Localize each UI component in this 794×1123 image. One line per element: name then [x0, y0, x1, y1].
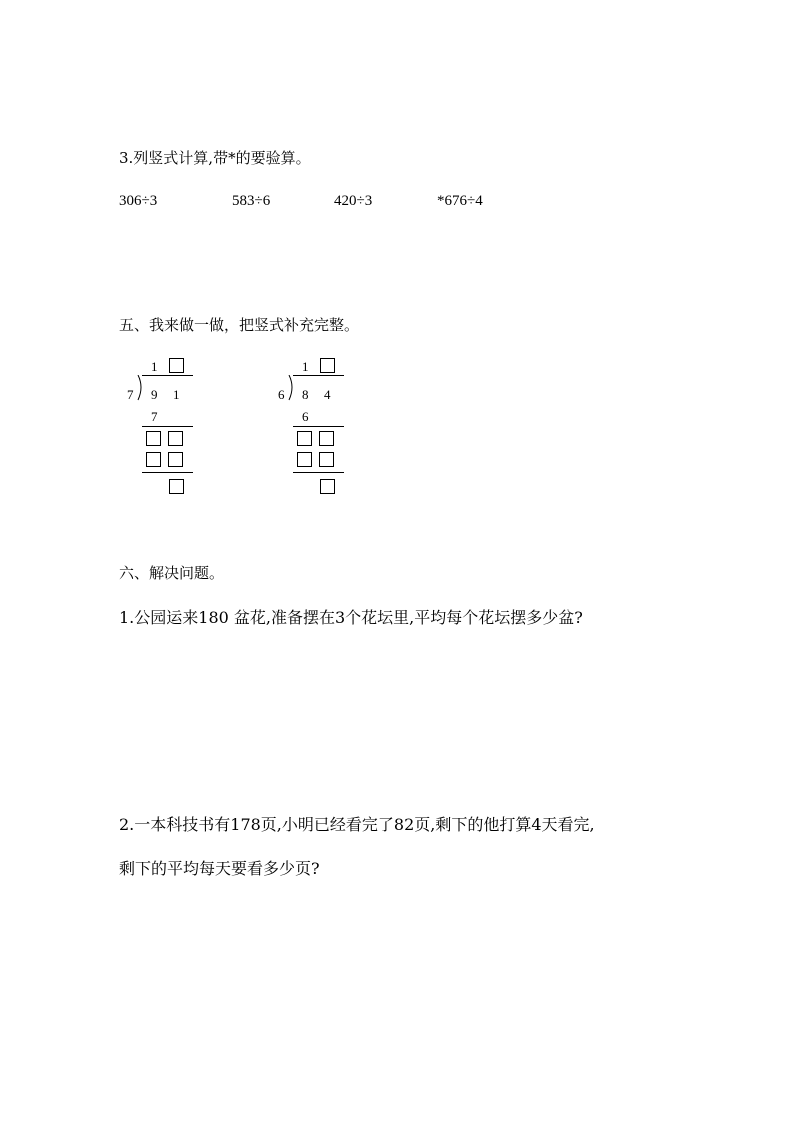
long-division-1: [120, 355, 200, 505]
quotient-digit: 1: [302, 359, 309, 374]
question-1: 1.公园运来180 盆花,准备摆在3个花坛里,平均每个花坛摆多少盆?: [119, 608, 583, 627]
question-2-line-2: 剩下的平均每天要看多少页?: [119, 859, 320, 878]
first-product: 7: [151, 409, 158, 424]
subtraction-line-1: [293, 426, 344, 427]
final-remainder-blank-box[interactable]: [169, 479, 184, 494]
question-2-line-1: 2.一本科技书有178页,小明已经看完了82页,剩下的他打算4天看完,: [119, 815, 595, 834]
divisor: 6: [278, 387, 285, 402]
division-bracket: [137, 375, 145, 401]
division-bar: [142, 375, 193, 376]
long-division-2: [271, 355, 351, 505]
subtraction-line-2: [142, 472, 193, 473]
dividend-digit-tens: 9: [151, 387, 158, 402]
divisor: 7: [127, 387, 134, 402]
product-blank-box-ones[interactable]: [168, 452, 183, 467]
exercise-2: 583÷6: [232, 193, 271, 209]
quotient-blank-box[interactable]: [320, 358, 335, 373]
quotient-digit: 1: [151, 359, 158, 374]
dividend-digit-ones: 1: [173, 387, 180, 402]
section3-heading: 3.列竖式计算,带*的要验算。: [119, 149, 311, 167]
division-bracket: [288, 375, 296, 401]
exercise-4: *676÷4: [437, 193, 483, 209]
remainder-blank-box-ones[interactable]: [168, 431, 183, 446]
subtraction-line-2: [293, 472, 344, 473]
quotient-blank-box[interactable]: [169, 358, 184, 373]
subtraction-line-1: [142, 426, 193, 427]
remainder-blank-box-ones[interactable]: [319, 431, 334, 446]
product-blank-box-tens[interactable]: [297, 452, 312, 467]
dividend-digit-ones: 4: [324, 387, 331, 402]
exercise-1: 306÷3: [119, 193, 158, 209]
product-blank-box-tens[interactable]: [146, 452, 161, 467]
product-blank-box-ones[interactable]: [319, 452, 334, 467]
section5-heading: 五、我来做一做，把竖式补充完整。: [119, 316, 360, 334]
final-remainder-blank-box[interactable]: [320, 479, 335, 494]
remainder-blank-box-tens[interactable]: [146, 431, 161, 446]
remainder-blank-box-tens[interactable]: [297, 431, 312, 446]
section6-heading: 六、解决问题。: [119, 564, 225, 582]
division-bar: [293, 375, 344, 376]
exercise-3: 420÷3: [334, 193, 373, 209]
first-product: 6: [302, 409, 309, 424]
dividend-digit-tens: 8: [302, 387, 309, 402]
